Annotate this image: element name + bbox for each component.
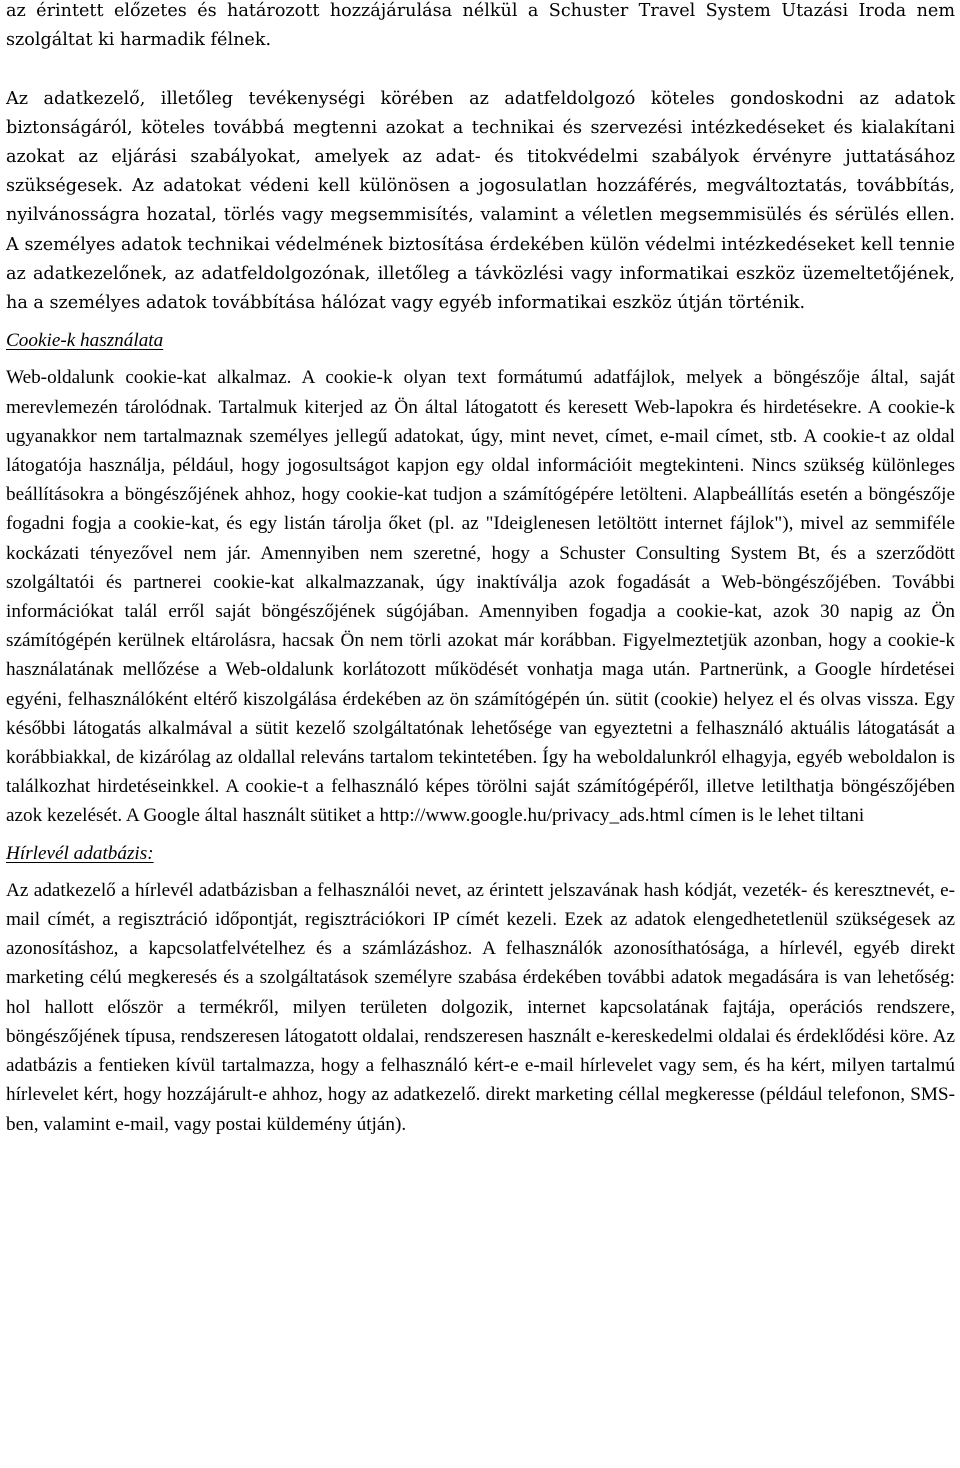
- heading-cookie-usage: Cookie-k használata: [6, 330, 164, 352]
- paragraph-newsletter-database: Az adatkezelő a hírlevél adatbázisban a felhasználói nevet, az érintett jelszavának hash kódját, vezeték- és keresztnevét, e-mail címét, a regisztráció időpontját, regisztrációkori IP címét kezeli. Ezek az adatok elengedhetetlenül szükségesek az azonosításhoz, a kapcsolatfelvételhez és a számlázáshoz. A felhasználók azonosíthatósága, a hírlevél, egyéb direkt marketing célú megkeresés és a szolgáltatások személyre szabása érdekében további adatok megadására is van lehetőség: hol hallott először a termékről, milyen területen dolgozik, internet kapcsolatának fajtája, operációs rendszere, böngészőjének típusa, rendszeresen látogatott oldalai, rendszeresen használt e-kereskedelmi oldalai és érdeklődési köre. Az adatbázis a fentieken kívül tartalmazza, hogy a felhasználó kért-e e-mail hírlevelet vagy sem, és ha kért, milyen tartalmú hírlevelet kért, hogy hozzájárult-e ahhoz, hogy az adatkezelő. direkt marketing céllal megkeresse (például telefonon, SMS-ben, valamint e-mail, vagy postai küldemény útján).: [6, 879, 955, 1135]
- heading-newsletter-database: Hírlevél adatbázis:: [6, 842, 154, 864]
- paragraph-cookie-usage: Web-oldalunk cookie-kat alkalmaz. A cookie-k olyan text formátumú adatfájlok, melyek a böngészője által, saját merevlemezén tárolódnak. Tartalmuk kiterjed az Ön által látogatott és keresett Web-lapokra és hirdetésekre. A cookie-k ugyanakkor nem tartalmaznak személyes jellegű adatokat, úgy, mint nevet, címet, e-mail címet, stb. A cookie-t az oldal látogatója használja, például, hogy jogosultságot kapjon egy oldal információit megtekinteni. Nincs szükség különleges beállításokra a böngészőjének ahhoz, hogy cookie-kat tudjon a számítógépére letölteni. Alapbeállítás esetén a böngészője fogadni fogja a cookie-kat, és egy listán tárolja őket (pl. az "Ideiglenesen letöltött internet fájlok"), mivel az semmiféle kockázati tényezővel nem jár. Amennyiben nem szeretné, hogy a Schuster Consulting System Bt, és a szerződött szolgáltatói és partnerei cookie-kat alkalmazzanak, úgy inaktíválja azok fogadását a Web-böngészőjében. További információkat talál erről saját böngészőjének súgójában. Amennyiben fogadja a cookie-kat, azok 30 napig az Ön számítógépén kerülnek eltárolásra, hacsak Ön nem törli azokat már korábban. Figyelmeztetjük azonban, hogy a cookie-k használatának mellőzése a Web-oldalunk korlátozott működését vonhatja maga után. Partnerünk, a Google hírdetései egyéni, felhasználóként eltérő kiszolgálása érdekében az ön számítógépén ún. sütit (cookie) helyez el és olvas vissza. Egy későbbi látogatás alkalmával a sütit kezelő szolgáltatónak lehetősége van egyeztetni a felhasználó aktuális látogatását a korábbiakkal, de kizárólag az oldallal releváns tartalom tekintetében. Így ha weboldalunkról elhagyja, egyéb weboldalon is találkozhat hirdetéseinkkel. A cookie-t a felhasználó képes törölni saját számítógépéről, illetve letilthatja böngészőjében azok kezelését. A Google által használt sütiket a http://www.google.hu/privacy_ads.html címen is le lehet tiltani: [6, 367, 955, 827]
- document-page: [6, 0, 955, 1139]
- paragraph-data-security: Az adatkezelő, illetőleg tevékenységi körében az adatfeldolgozó köteles gondoskodni az adatok biztonságáról, köteles továbbá megtenni azokat a technikai és szervezési intézkedéseket és kialakítani azokat az eljárási szabályokat, amelyek az adat- és titokvédelmi szabályok érvényre juttatásához szükségesek. Az adatokat védeni kell különösen a jogosulatlan hozzáférés, megváltoztatás, továbbítás, nyilvánosságra hozatal, törlés vagy megsemmisítés, valamint a véletlen megsemmisülés és sérülés ellen. A személyes adatok technikai védelmének biztosítása érdekében külön védelmi intézkedéseket kell tennie az adatkezelőnek, az adatfeldolgozónak, illetőleg a távközlési vagy informatikai eszköz üzemeltetőjének, ha a személyes adatok továbbítása hálózat vagy egyéb informatikai eszköz útján történik.: [6, 88, 955, 314]
- paragraph-intro: az érintett előzetes és határozott hozzájárulása nélkül a Schuster Travel System Utazási Iroda nem szolgáltat ki harmadik félnek.: [6, 1, 955, 51]
- paragraph-spacer: [6, 55, 955, 84]
